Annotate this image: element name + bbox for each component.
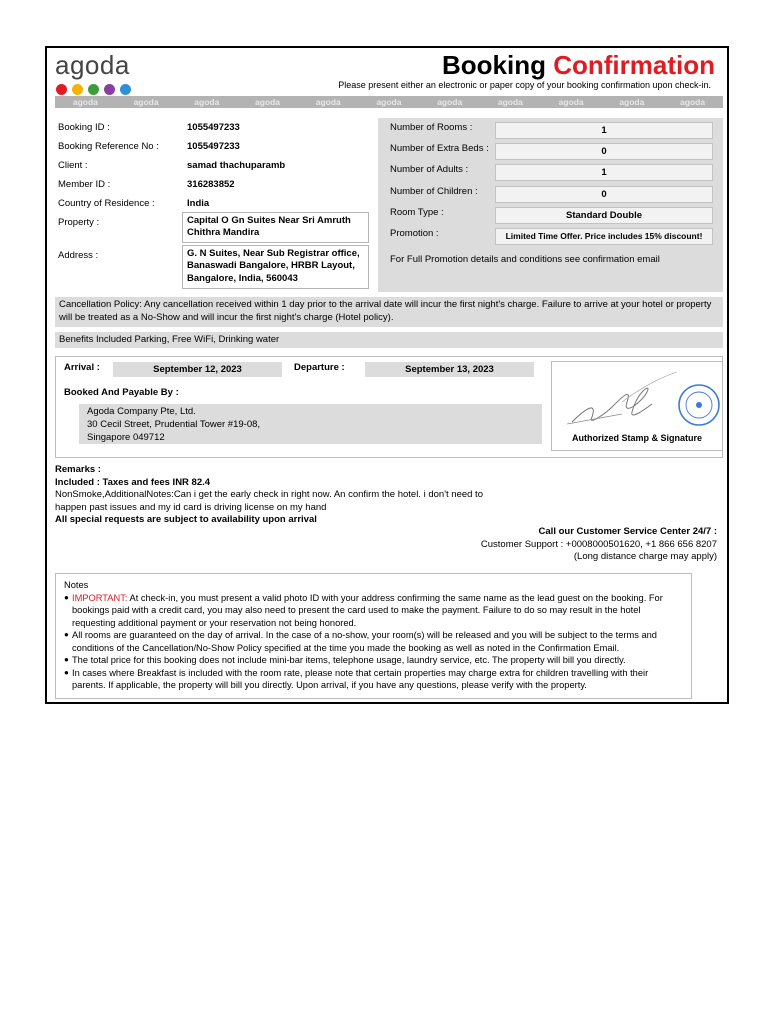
- notes-item-text: In cases where Breakfast is included with the room rate, please note that certain properties may charge extra for children travelling with their parents. If applicable, the property will bill you directly. Upon arrival, if you have any questions, please verify with the property.: [72, 667, 649, 690]
- address-value: G. N Suites, Near Sub Registrar office, Banaswadi Bangalore, HRBR Layout, Bangalore, India, 560043: [182, 245, 369, 289]
- logo-dot: [56, 84, 67, 95]
- authorized-stamp-area: [551, 361, 723, 451]
- booking-id-label: Booking ID :: [58, 122, 110, 133]
- customer-support: [481, 526, 717, 564]
- remarks-section: [55, 464, 483, 527]
- page-subtitle: Please present either an electronic or paper copy of your booking confirmation upon check-in.: [338, 80, 711, 90]
- stamp-caption: Authorized Stamp & Signature: [571, 433, 702, 443]
- booking-id-value: 1055497233: [187, 122, 240, 133]
- booked-by-line: Agoda Company Pte, Ltd.: [87, 406, 196, 417]
- cancellation-policy: Cancellation Policy: Any cancellation received within 1 day prior to the arrival date will incur the first night's charge. Failure to arrive at your hotel or property will be treated as a No-Show and will incur the first night's charge (Hotel policy).: [55, 297, 723, 327]
- notes-title: Notes: [64, 580, 89, 590]
- page-title: [442, 50, 715, 81]
- notes-section: [55, 573, 692, 699]
- notes-item-text: All rooms are guaranteed on the day of arrival. In the case of a no-show, your room(s) will be released and you will be subject to the terms and conditions of the Cancellation/No-Show Policy specified at the time you made the booking as well as noted in the Confirmation Email.: [72, 630, 657, 653]
- notes-item: [64, 629, 683, 654]
- band-text: agoda: [376, 97, 402, 107]
- promotion-label: Promotion :: [390, 228, 439, 239]
- booking-confirmation-document: [45, 46, 729, 704]
- benefits-bar: Benefits Included Parking, Free WiFi, Drinking water: [55, 332, 723, 348]
- booked-by-label: Booked And Payable By :: [64, 387, 179, 398]
- band-text: agoda: [315, 97, 341, 107]
- band-text: agoda: [437, 97, 463, 107]
- reference-value: 1055497233: [187, 141, 240, 152]
- children-label: Number of Children :: [390, 186, 478, 197]
- country-label: Country of Residence :: [58, 198, 155, 209]
- title-part-booking: Booking: [442, 50, 546, 80]
- brand-band: [55, 96, 723, 108]
- logo-dot: [104, 84, 115, 95]
- member-id-label: Member ID :: [58, 179, 111, 190]
- support-title: Call our Customer Service Center 24/7 :: [538, 526, 717, 537]
- promotion-value: Limited Time Offer. Price includes 15% discount!: [495, 228, 713, 245]
- member-id-value: 316283852: [187, 179, 235, 190]
- band-text: agoda: [72, 97, 98, 107]
- band-text: agoda: [255, 97, 281, 107]
- remarks-title: Remarks :: [55, 464, 101, 475]
- notes-list: [64, 592, 683, 692]
- departure-date: September 13, 2023: [365, 362, 534, 377]
- booked-by-line: 30 Cecil Street, Prudential Tower #19-08,: [87, 419, 261, 430]
- remarks-special: All special requests are subject to availability upon arrival: [55, 514, 317, 525]
- children-value: 0: [495, 186, 713, 203]
- client-label: Client :: [58, 160, 88, 171]
- band-text: agoda: [619, 97, 645, 107]
- promotion-note: For Full Promotion details and conditions see confirmation email: [390, 254, 660, 265]
- address-label: Address :: [58, 250, 99, 261]
- booked-by-address: [79, 404, 542, 444]
- reference-label: Booking Reference No :: [58, 141, 159, 152]
- arrival-label: Arrival :: [64, 362, 100, 373]
- notes-item-text: At check-in, you must present a valid photo ID with your address confirming the same name as the lead guest on the booking. For bookings paid with a credit card, you may also need to present the card used to make the payment. Failure to do so may result in the hotel requesting additional payment or your reservation not being honored.: [72, 592, 663, 628]
- departure-label: Departure :: [294, 362, 345, 373]
- extra-beds-value: 0: [495, 143, 713, 160]
- remarks-notes: NonSmoke,AdditionalNotes:Can i get the early check in right now. An confirm the hotel. i don't need to: [55, 489, 483, 500]
- room-type-label: Room Type :: [390, 207, 444, 218]
- support-note: (Long distance charge may apply): [573, 551, 717, 562]
- notes-item: [64, 667, 683, 692]
- remarks-notes: happen past issues and my id card is driving license on my hand: [55, 501, 327, 513]
- booked-by-line: Singapore 049712: [87, 432, 165, 443]
- agoda-logo: agoda: [55, 50, 130, 80]
- property-value: Capital O Gn Suites Near Sri Amruth Chithra Mandira: [182, 212, 369, 243]
- band-text: agoda: [680, 97, 706, 107]
- adults-label: Number of Adults :: [390, 164, 469, 175]
- remarks-included: Included : Taxes and fees INR 82.4: [55, 476, 211, 488]
- band-text: agoda: [558, 97, 584, 107]
- important-label: IMPORTANT:: [72, 592, 128, 603]
- rooms-value: 1: [495, 122, 713, 139]
- property-label: Property :: [58, 217, 100, 228]
- room-details-panel: [378, 118, 723, 292]
- logo-dot: [120, 84, 131, 95]
- stay-details: [55, 356, 723, 458]
- title-part-confirmation: Confirmation: [553, 50, 715, 80]
- arrival-date: September 12, 2023: [113, 362, 282, 377]
- band-text: agoda: [194, 97, 220, 107]
- rooms-label: Number of Rooms :: [390, 122, 473, 133]
- support-numbers: Customer Support : +0008000501620, +1 866 656 8207: [480, 538, 717, 550]
- extra-beds-label: Number of Extra Beds :: [390, 143, 489, 154]
- room-type-value: Standard Double: [495, 207, 713, 224]
- band-text: agoda: [497, 97, 523, 107]
- notes-item: [64, 654, 683, 667]
- logo-dot: [88, 84, 99, 95]
- adults-value: 1: [495, 164, 713, 181]
- country-value: India: [187, 198, 210, 209]
- notes-item: [64, 592, 683, 630]
- client-value: samad thachuparamb: [187, 160, 286, 171]
- logo-dot: [72, 84, 83, 95]
- band-text: agoda: [133, 97, 159, 107]
- notes-item-text: The total price for this booking does not include mini-bar items, telephone usage, laundry service, etc. The property will bill you directly.: [72, 655, 626, 665]
